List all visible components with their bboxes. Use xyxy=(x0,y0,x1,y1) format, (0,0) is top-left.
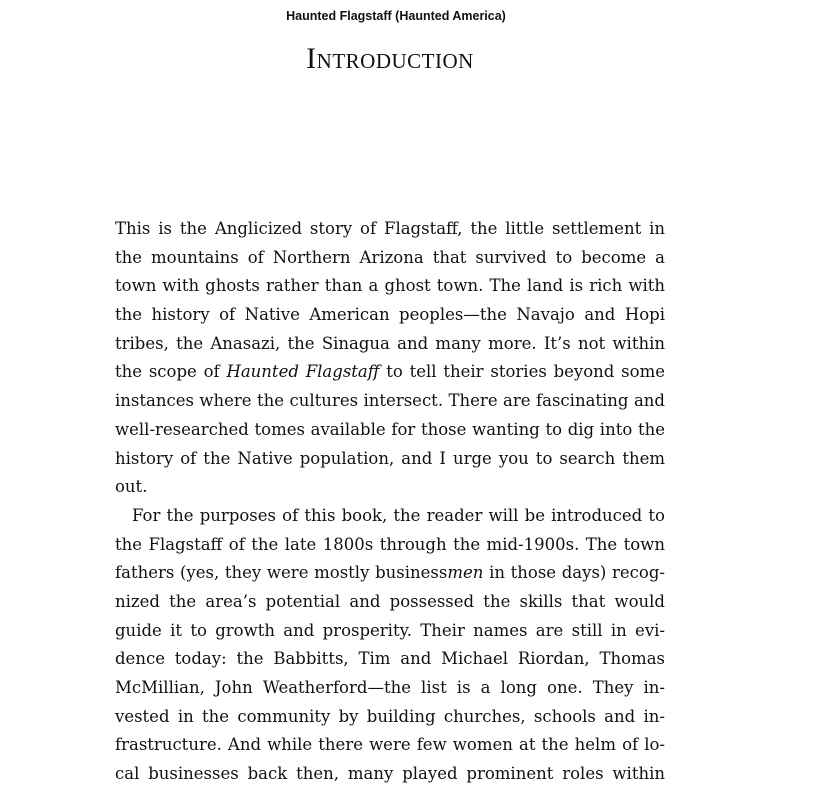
text-line: vested in the community by building churches, schools and in- xyxy=(115,706,665,726)
text-line: nized the area’s potential and possessed the skills that would xyxy=(115,591,665,611)
running-head: Haunted Flagstaff (Haunted America) xyxy=(286,9,506,23)
text-fragment: the scope of xyxy=(115,362,227,382)
text-line: dence today: the Babbitts, Tim and Michael Riordan, Thomas xyxy=(115,649,665,669)
text-line: cal businesses back then, many played prominent roles within xyxy=(115,764,665,784)
text-line: McMillian, John Weatherford—the list is a long one. They in- xyxy=(115,678,665,697)
paragraph-2 xyxy=(115,502,665,789)
text-line: the history of Native American peoples—the Navajo and Hopi xyxy=(115,305,665,325)
text-line: the mountains of Northern Arizona that survived to become a xyxy=(115,247,665,267)
text-fragment: fathers (yes, they were mostly business xyxy=(115,563,448,583)
text-line xyxy=(115,358,665,387)
chapter-title: Introduction xyxy=(306,42,474,75)
text-line: instances where the cultures intersect. There are fascinating and xyxy=(115,391,665,411)
text-line: frastructure. And while there were few women at the helm of lo- xyxy=(115,735,665,755)
text-line: guide it to growth and prosperity. Their names are still in evi- xyxy=(115,620,665,640)
text-line: the Flagstaff of the late 1800s through the mid-1900s. The town xyxy=(115,534,665,554)
text-fragment: to tell their stories beyond some xyxy=(379,362,665,382)
text-line: town with ghosts rather than a ghost town. The land is rich with xyxy=(115,276,665,296)
text-line: This is the Anglicized story of Flagstaff, the little settlement in xyxy=(115,219,665,238)
text-line: tribes, the Anasazi, the Sinagua and many more. It’s not within xyxy=(115,333,665,353)
text-line: out. xyxy=(115,477,148,497)
book-title-italic: Haunted Flagstaff xyxy=(226,362,380,382)
text-line: history of the Native population, and I urge you to search them xyxy=(115,448,665,468)
text-line: well-researched tomes available for those wanting to dig into the xyxy=(115,419,665,439)
emphasis-italic: men xyxy=(447,563,484,583)
body-text xyxy=(115,215,665,789)
text-fragment: in those days) recog- xyxy=(483,563,665,583)
paragraph-1 xyxy=(115,215,665,502)
text-line xyxy=(115,559,665,588)
text-line: For the purposes of this book, the reader will be introduced to xyxy=(132,505,665,525)
